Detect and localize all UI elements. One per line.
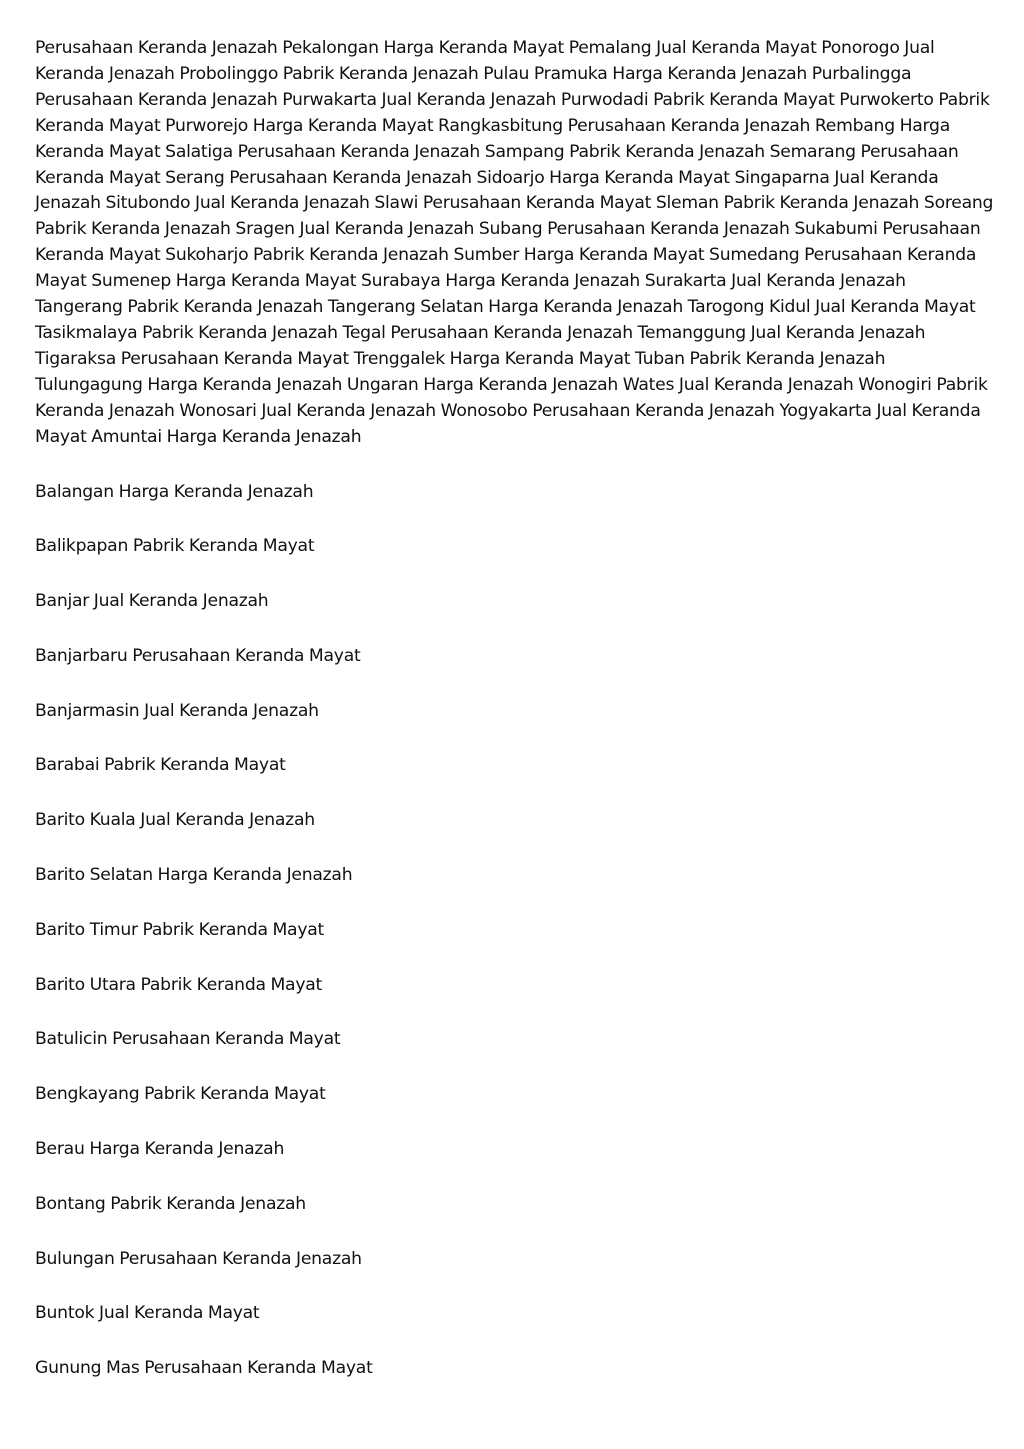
- list-item: [35, 699, 995, 754]
- list-item: [35, 644, 995, 699]
- list-item-text: Barito Utara Pabrik Keranda Mayat: [35, 974, 323, 995]
- list-item: [35, 863, 995, 918]
- list-item-text: Banjarbaru Perusahaan Keranda Mayat: [35, 645, 361, 666]
- intro-paragraph: Perusahaan Keranda Jenazah Pekalongan Harga Keranda Mayat Pemalang Jual Keranda Mayat Ponorogo Jual Keranda Jenazah Probolinggo Pabrik Keranda Jenazah Pulau Pramuka Harga Keranda Jenazah Purbalingga Perusahaan Keranda Jenazah Purwakarta Jual Keranda Jenazah Purwodadi Pabrik Keranda Mayat Purwokerto Pabrik Keranda Mayat Purworejo Harga Keranda Mayat Rangkasbitung Perusahaan Keranda Jenazah Rembang Harga Keranda Mayat Salatiga Perusahaan Keranda Jenazah Sampang Pabrik Keranda Jenazah Semarang Perusahaan Keranda Mayat Serang Perusahaan Keranda Jenazah Sidoarjo Harga Keranda Mayat Singaparna Jual Keranda Jenazah Situbondo Jual Keranda Jenazah Slawi Perusahaan Keranda Mayat Sleman Pabrik Keranda Jenazah Soreang Pabrik Keranda Jenazah Sragen Jual Keranda Jenazah Subang Perusahaan Keranda Jenazah Sukabumi Perusahaan Keranda Mayat Sukoharjo Pabrik Keranda Jenazah Sumber Harga Keranda Mayat Sumedang Perusahaan Keranda Mayat Sumenep Harga Keranda Mayat Surabaya Harga Keranda Jenazah Surakarta Jual Keranda Jenazah Tangerang Pabrik Keranda Jenazah Tangerang Selatan Harga Keranda Jenazah Tarogong Kidul Jual Keranda Mayat Tasikmalaya Pabrik Keranda Jenazah Tegal Perusahaan Keranda Jenazah Temanggung Jual Keranda Jenazah Tigaraksa Perusahaan Keranda Mayat Trenggalek Harga Keranda Mayat Tuban Pabrik Keranda Jenazah Tulungagung Harga Keranda Jenazah Ungaran Harga Keranda Jenazah Wates Jual Keranda Jenazah Wonogiri Pabrik Keranda Jenazah Wonosari Jual Keranda Jenazah Wonosobo Perusahaan Keranda Jenazah Yogyakarta Jual Keranda Mayat Amuntai Harga Keranda Jenazah: [35, 38, 994, 447]
- list-item-text: Banjar Jual Keranda Jenazah: [35, 591, 269, 612]
- list-item: [35, 1301, 995, 1356]
- list-item-text: Bulungan Perusahaan Keranda Jenazah: [35, 1248, 362, 1269]
- list-item: [35, 753, 995, 808]
- list-item-text: Barito Selatan Harga Keranda Jenazah: [35, 865, 353, 886]
- list-item-text: Batulicin Perusahaan Keranda Mayat: [35, 1029, 341, 1050]
- list-item: [35, 1192, 995, 1247]
- list-item: [35, 1137, 995, 1192]
- list-item-text: Balangan Harga Keranda Jenazah: [35, 481, 314, 502]
- document-page: [35, 36, 995, 1411]
- list-item: [35, 1082, 995, 1137]
- list-item: [35, 534, 995, 589]
- list-item: [35, 1247, 995, 1302]
- list-item-text: Balikpapan Pabrik Keranda Mayat: [35, 536, 315, 557]
- list-item-text: Barito Timur Pabrik Keranda Mayat: [35, 919, 325, 940]
- list-item-text: Berau Harga Keranda Jenazah: [35, 1139, 285, 1160]
- list-item-text: Barabai Pabrik Keranda Mayat: [35, 755, 286, 776]
- location-list: [35, 480, 995, 1412]
- list-item: [35, 918, 995, 973]
- list-item-text: Barito Kuala Jual Keranda Jenazah: [35, 810, 315, 831]
- list-item: [35, 1356, 995, 1411]
- list-item-text: Bontang Pabrik Keranda Jenazah: [35, 1193, 306, 1214]
- list-item-text: Bengkayang Pabrik Keranda Mayat: [35, 1084, 326, 1105]
- list-item: [35, 808, 995, 863]
- list-item-text: Banjarmasin Jual Keranda Jenazah: [35, 700, 319, 721]
- list-item: [35, 589, 995, 644]
- list-item: [35, 1027, 995, 1082]
- list-item-text: Gunung Mas Perusahaan Keranda Mayat: [35, 1358, 373, 1379]
- list-item: [35, 480, 995, 535]
- list-item-text: Buntok Jual Keranda Mayat: [35, 1303, 260, 1324]
- list-item: [35, 973, 995, 1028]
